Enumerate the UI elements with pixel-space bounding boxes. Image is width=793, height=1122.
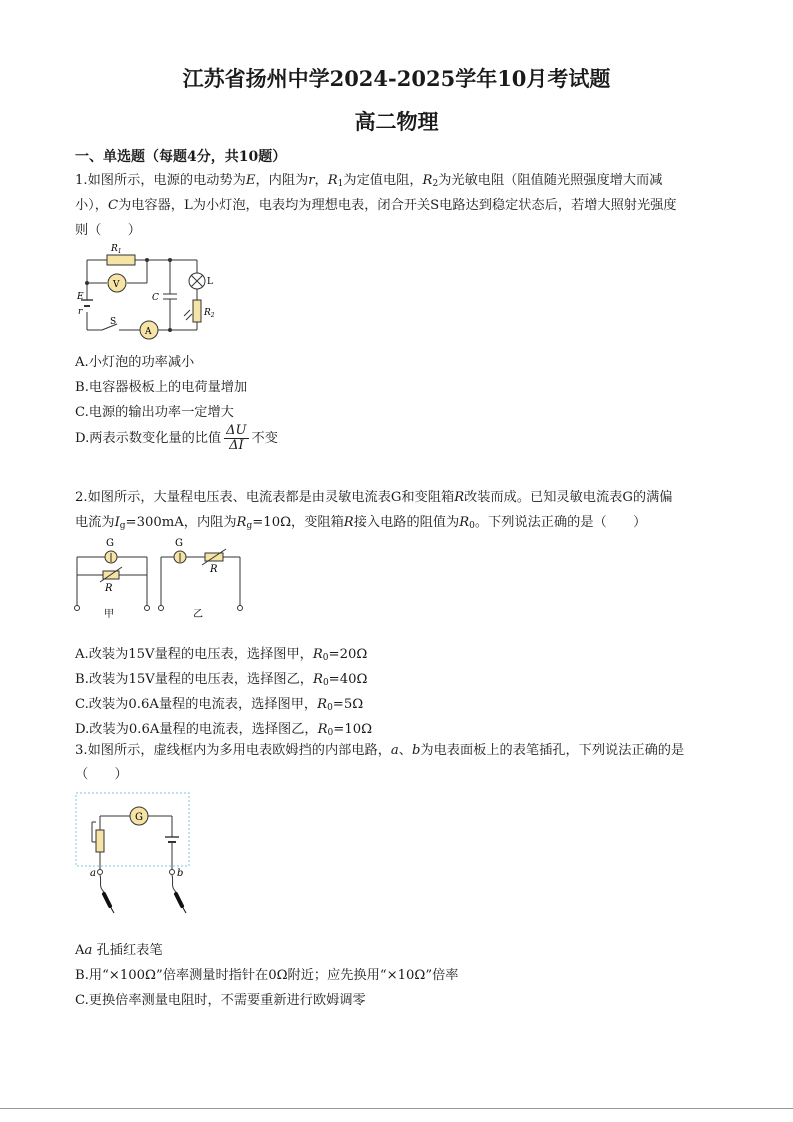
q1-fig-label-V: V (113, 280, 120, 290)
q2-yi-caption: 乙 (193, 609, 203, 620)
q1-fig-label-L: L (207, 277, 213, 287)
q3-option-b: B.用“×100Ω”倍率测量时指针在0Ω附近；应先换用“×10Ω”倍率 (75, 968, 459, 983)
q1-stem-line3: 则（ ） (75, 223, 141, 238)
q1-option-d: D.两表示数变化量的比值 $\frac{\Delta U}{\Delta I}$ 不变 (75, 423, 278, 453)
q1-option-a: A.小灯泡的功率减小 (75, 355, 195, 370)
section-heading: 一、单选题（每题4分，共10题） (75, 149, 287, 165)
q3-stem-line2: （ ） (75, 767, 128, 782)
q1-fig-label-r: r (78, 307, 83, 317)
q2-option-c: C.改装为0.6A量程的电流表，选择图甲，$R_0=5\Omega$ (75, 697, 364, 713)
q1-fig-label-E: E (77, 292, 84, 302)
q1-option-c: C.电源的输出功率一定增大 (75, 405, 234, 420)
q2-stem-line2: 电流为$I_g=300mA$，内阻为$R_g=10\Omega$，变阻箱R接入电路的阻值为$R_0$。下列说法正确的是（ ） (75, 515, 647, 531)
q1-circuit-diagram (72, 240, 222, 340)
q3-stem-line1: 3.如图所示，虚线框内为多用电表欧姆挡的内部电路，a、b为电表面板上的表笔插孔，下列说法正确的是 (75, 743, 685, 758)
q1-fig-label-R1: $R_1$ (111, 244, 122, 255)
q2-option-a: A.改装为15V量程的电压表，选择图甲，$R_0=20\Omega$ (75, 647, 368, 663)
q2-jia-label-G: G (106, 538, 114, 549)
test-lead-icons (104, 894, 182, 906)
q2-yi-label-G: G (175, 538, 183, 549)
q3-fig-label-b: b (177, 868, 184, 879)
q2-option-d: D.改装为0.6A量程的电流表，选择图乙，$R_0=10\Omega$ (75, 722, 373, 738)
q2-circuit-yi (155, 535, 250, 621)
q1-stem-line2: 小），C为电容器，L为小灯泡，电表均为理想电表，闭合开关S电路达到稳定状态后，若增大照射光强度 (75, 198, 677, 213)
q2-jia-caption: 甲 (104, 609, 114, 620)
q2-circuit-jia (70, 535, 160, 621)
q2-yi-label-R: R (210, 564, 218, 575)
page-title: 江苏省扬州中学2024-2025学年10月考试题 (182, 66, 611, 91)
q1-option-b: B.电容器极板上的电荷量增加 (75, 380, 248, 395)
q3-option-a: Aa 孔插红表笔 (75, 943, 163, 958)
q3-fig-label-a: a (90, 868, 96, 879)
page-subtitle: 高二物理 (354, 109, 439, 134)
q1-fig-label-A: A (145, 327, 152, 337)
q1-fig-label-C: C (152, 293, 159, 303)
q1-fig-label-R2: $R_2$ (204, 308, 215, 319)
page-bottom-rule (0, 1108, 793, 1109)
q2-stem-line1: 2.如图所示，大量程电压表、电流表都是由灵敏电流表G和变阻箱R改装而成。已知灵敏电流表G的满偏 (75, 490, 673, 505)
q1-fig-label-S: S (110, 317, 117, 327)
q2-option-b: B.改装为15V量程的电压表，选择图乙，$R_0=40\Omega$ (75, 672, 368, 688)
q2-jia-label-R: R (105, 583, 113, 594)
q1-stem-line1: 1.如图所示，电源的电动势为E，内阻为r，$R_1$为定值电阻，$R_2$为光敏电阻（阻值随光照强度增大而减 (75, 173, 663, 189)
q3-ohmmeter-diagram (72, 788, 197, 918)
q3-option-c: C.更换倍率测量电阻时，不需要重新进行欧姆调零 (75, 993, 366, 1008)
q3-fig-label-G: G (135, 812, 143, 823)
delta-ratio-fraction: $\frac{\Delta U}{\Delta I}$ (226, 423, 247, 453)
